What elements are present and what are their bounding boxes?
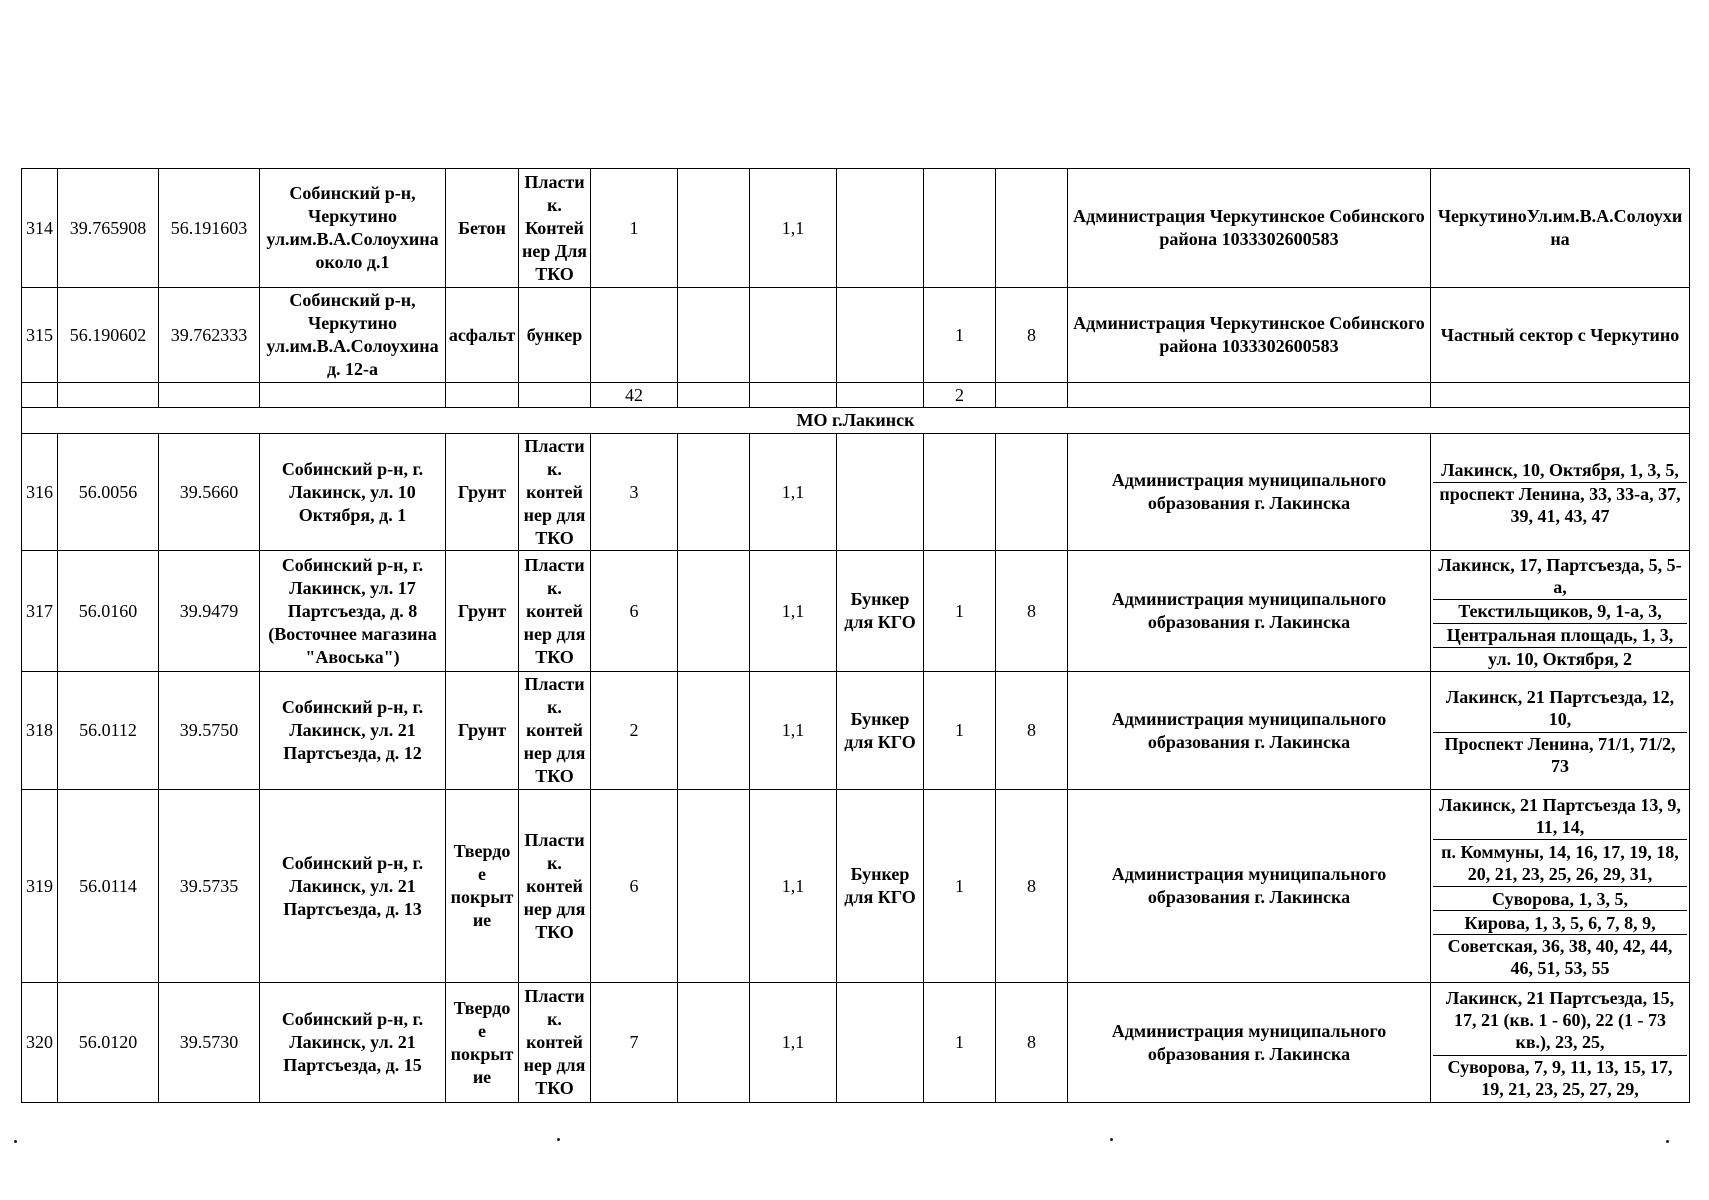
surface-cell: Грунт bbox=[446, 672, 519, 790]
empty-cell bbox=[996, 383, 1068, 408]
row-number: 318 bbox=[22, 672, 58, 790]
waste-source-entry: Кирова, 1, 3, 5, 6, 7, 8, 9, bbox=[1433, 911, 1687, 935]
container-type-cell: Пласти к. контей нер для ТКО bbox=[519, 551, 591, 672]
empty-cell bbox=[1431, 383, 1690, 408]
longitude-cell: 39.5750 bbox=[159, 672, 260, 790]
bunker-volume-cell: 8 bbox=[996, 288, 1068, 383]
empty-cell bbox=[678, 288, 750, 383]
empty-cell bbox=[837, 383, 924, 408]
bunker-count-cell bbox=[924, 434, 996, 551]
row-number: 319 bbox=[22, 790, 58, 983]
scan-speck bbox=[557, 1138, 560, 1141]
waste-sources-cell bbox=[1431, 434, 1690, 551]
waste-source-entry: Лакинск, 17, Партсъезда, 5, 5-а, bbox=[1433, 553, 1687, 600]
empty-cell bbox=[678, 983, 750, 1103]
longitude-cell: 39.5735 bbox=[159, 790, 260, 983]
container-type-cell: Пласти к. контей нер для ТКО bbox=[519, 790, 591, 983]
latitude-cell: 56.190602 bbox=[58, 288, 159, 383]
table-row bbox=[22, 551, 1690, 672]
bunker-type-cell: Бункер для КГО bbox=[837, 672, 924, 790]
row-number: 315 bbox=[22, 288, 58, 383]
address-cell: Собинский р-н, г. Лакинск, ул. 17 Партсъезда, д. 8 (Восточнее магазина "Авоська") bbox=[260, 551, 446, 672]
table-row bbox=[22, 983, 1690, 1103]
bunker-count-cell: 1 bbox=[924, 672, 996, 790]
waste-source-entry: Суворова, 7, 9, 11, 13, 15, 17, 19, 21, 23, 25, 27, 29, bbox=[1447, 1056, 1673, 1099]
bunker-type-cell bbox=[837, 983, 924, 1103]
container-type-cell: Пласти к. контей нер для ТКО bbox=[519, 434, 591, 551]
empty-cell bbox=[1068, 383, 1431, 408]
surface-cell: Твердо е покрыт ие bbox=[446, 790, 519, 983]
table-row bbox=[22, 169, 1690, 288]
waste-sources-cell: Частный сектор с Черкутино bbox=[1431, 288, 1690, 383]
table-row bbox=[22, 434, 1690, 551]
bunker-count-cell: 1 bbox=[924, 551, 996, 672]
container-count-cell: 6 bbox=[591, 551, 678, 672]
waste-sources-cell bbox=[1431, 790, 1690, 983]
container-volume-cell: 1,1 bbox=[750, 983, 837, 1103]
container-count-cell: 1 bbox=[591, 169, 678, 288]
bunker-type-cell: Бункер для КГО bbox=[837, 790, 924, 983]
empty-cell bbox=[22, 383, 58, 408]
container-volume-cell: 1,1 bbox=[750, 790, 837, 983]
bunker-count-cell: 1 bbox=[924, 288, 996, 383]
waste-source-entry: ул. 10, Октября, 2 bbox=[1487, 648, 1633, 669]
owner-cell: Администрация муниципального образования г. Лакинска bbox=[1068, 551, 1431, 672]
waste-source-entry: Лакинск, 10, Октября, 1, 3, 5, bbox=[1433, 458, 1687, 483]
surface-cell: Бетон bbox=[446, 169, 519, 288]
totals-row bbox=[22, 383, 1690, 408]
owner-cell: Администрация Черкутинское Собинского района 1033302600583 bbox=[1068, 169, 1431, 288]
longitude-cell: 56.191603 bbox=[159, 169, 260, 288]
container-type-cell: Пласти к. контей нер для ТКО bbox=[519, 983, 591, 1103]
waste-source-entry: Проспект Ленина, 71/1, 71/2, 73 bbox=[1444, 733, 1676, 776]
owner-cell: Администрация муниципального образования г. Лакинска bbox=[1068, 983, 1431, 1103]
address-cell: Собинский р-н, Черкутино ул.им.В.А.Солоухина д. 12-а bbox=[260, 288, 446, 383]
latitude-cell: 56.0160 bbox=[58, 551, 159, 672]
longitude-cell: 39.5660 bbox=[159, 434, 260, 551]
row-number: 316 bbox=[22, 434, 58, 551]
bunker-type-cell bbox=[837, 169, 924, 288]
bunker-volume-cell bbox=[996, 434, 1068, 551]
container-volume-cell: 1,1 bbox=[750, 169, 837, 288]
waste-source-entry: Лакинск, 21 Партсъезда, 15, 17, 21 (кв. 1 - 60), 22 (1 - 73 кв.), 23, 25, bbox=[1433, 986, 1687, 1056]
scan-speck bbox=[1110, 1138, 1113, 1141]
waste-source-entry: Лакинск, 21 Партсъезда 13, 9, 11, 14, bbox=[1433, 793, 1687, 840]
empty-cell bbox=[519, 383, 591, 408]
container-volume-cell bbox=[750, 288, 837, 383]
scan-speck bbox=[14, 1140, 17, 1143]
waste-sources-cell bbox=[1431, 983, 1690, 1103]
table-row bbox=[22, 288, 1690, 383]
container-type-cell: Пласти к. Контей нер Для ТКО bbox=[519, 169, 591, 288]
empty-cell bbox=[260, 383, 446, 408]
empty-cell bbox=[678, 672, 750, 790]
empty-cell bbox=[678, 434, 750, 551]
longitude-cell: 39.9479 bbox=[159, 551, 260, 672]
surface-cell: Грунт bbox=[446, 434, 519, 551]
owner-cell: Администрация муниципального образования г. Лакинска bbox=[1068, 672, 1431, 790]
empty-cell bbox=[678, 169, 750, 288]
bunker-volume-cell: 8 bbox=[996, 983, 1068, 1103]
total-container-count: 42 bbox=[591, 383, 678, 408]
bunker-count-cell bbox=[924, 169, 996, 288]
surface-cell: Твердо е покрыт ие bbox=[446, 983, 519, 1103]
empty-cell bbox=[678, 551, 750, 672]
bunker-volume-cell: 8 bbox=[996, 551, 1068, 672]
row-number: 314 bbox=[22, 169, 58, 288]
surface-cell: Грунт bbox=[446, 551, 519, 672]
address-cell: Собинский р-н, г. Лакинск, ул. 21 Партсъезда, д. 12 bbox=[260, 672, 446, 790]
address-cell: Собинский р-н, Черкутино ул.им.В.А.Солоухина около д.1 bbox=[260, 169, 446, 288]
container-type-cell: Пласти к. контей нер для ТКО bbox=[519, 672, 591, 790]
empty-cell bbox=[678, 790, 750, 983]
longitude-cell: 39.762333 bbox=[159, 288, 260, 383]
waste-source-entry: Советская, 36, 38, 40, 42, 44, 46, 51, 53, 55 bbox=[1447, 936, 1673, 978]
latitude-cell: 56.0112 bbox=[58, 672, 159, 790]
bunker-type-cell bbox=[837, 434, 924, 551]
container-count-cell bbox=[591, 288, 678, 383]
container-count-cell: 2 bbox=[591, 672, 678, 790]
latitude-cell: 56.0056 bbox=[58, 434, 159, 551]
bunker-volume-cell: 8 bbox=[996, 790, 1068, 983]
container-volume-cell: 1,1 bbox=[750, 434, 837, 551]
container-count-cell: 3 bbox=[591, 434, 678, 551]
container-volume-cell: 1,1 bbox=[750, 672, 837, 790]
waste-source-entry: п. Коммуны, 14, 16, 17, 19, 18, 20, 21, 23, 25, 26, 29, 31, bbox=[1433, 840, 1687, 887]
waste-sources-cell bbox=[1431, 672, 1690, 790]
bunker-type-cell bbox=[837, 288, 924, 383]
container-count-cell: 6 bbox=[591, 790, 678, 983]
section-row bbox=[22, 408, 1690, 434]
bunker-type-cell: Бункер для КГО bbox=[837, 551, 924, 672]
row-number: 320 bbox=[22, 983, 58, 1103]
total-bunker-count: 2 bbox=[924, 383, 996, 408]
bunker-volume-cell: 8 bbox=[996, 672, 1068, 790]
owner-cell: Администрация муниципального образования г. Лакинска bbox=[1068, 434, 1431, 551]
container-type-cell: бункер bbox=[519, 288, 591, 383]
waste-source-entry: Лакинск, 21 Партсъезда, 12, 10, bbox=[1433, 685, 1687, 733]
table-row bbox=[22, 672, 1690, 790]
waste-sources-cell: ЧеркутиноУл.им.В.А.Солоухина bbox=[1431, 169, 1690, 288]
waste-source-entry: Суворова, 1, 3, 5, bbox=[1433, 887, 1687, 911]
bunker-count-cell: 1 bbox=[924, 790, 996, 983]
section-title: МО г.Лакинск bbox=[22, 408, 1690, 434]
container-volume-cell: 1,1 bbox=[750, 551, 837, 672]
waste-source-entry: Центральная площадь, 1, 3, bbox=[1433, 624, 1687, 648]
address-cell: Собинский р-н, г. Лакинск, ул. 10 Октября, д. 1 bbox=[260, 434, 446, 551]
container-count-cell: 7 bbox=[591, 983, 678, 1103]
waste-sources-cell bbox=[1431, 551, 1690, 672]
latitude-cell: 39.765908 bbox=[58, 169, 159, 288]
table-row bbox=[22, 790, 1690, 983]
owner-cell: Администрация муниципального образования г. Лакинска bbox=[1068, 790, 1431, 983]
owner-cell: Администрация Черкутинское Собинского района 1033302600583 bbox=[1068, 288, 1431, 383]
bunker-count-cell: 1 bbox=[924, 983, 996, 1103]
address-cell: Собинский р-н, г. Лакинск, ул. 21 Партсъезда, д. 15 bbox=[260, 983, 446, 1103]
latitude-cell: 56.0114 bbox=[58, 790, 159, 983]
row-number: 317 bbox=[22, 551, 58, 672]
bunker-volume-cell bbox=[996, 169, 1068, 288]
waste-source-entry: проспект Ленина, 33, 33-а, 37, 39, 41, 43, 47 bbox=[1439, 483, 1681, 526]
empty-cell bbox=[750, 383, 837, 408]
latitude-cell: 56.0120 bbox=[58, 983, 159, 1103]
waste-sites-register-table bbox=[21, 168, 1690, 1103]
surface-cell: асфальт bbox=[446, 288, 519, 383]
empty-cell bbox=[159, 383, 260, 408]
waste-source-entry: Текстильщиков, 9, 1-а, 3, bbox=[1433, 600, 1687, 624]
address-cell: Собинский р-н, г. Лакинск, ул. 21 Партсъезда, д. 13 bbox=[260, 790, 446, 983]
empty-cell bbox=[58, 383, 159, 408]
empty-cell bbox=[678, 383, 750, 408]
empty-cell bbox=[446, 383, 519, 408]
scan-speck bbox=[1666, 1140, 1669, 1143]
longitude-cell: 39.5730 bbox=[159, 983, 260, 1103]
